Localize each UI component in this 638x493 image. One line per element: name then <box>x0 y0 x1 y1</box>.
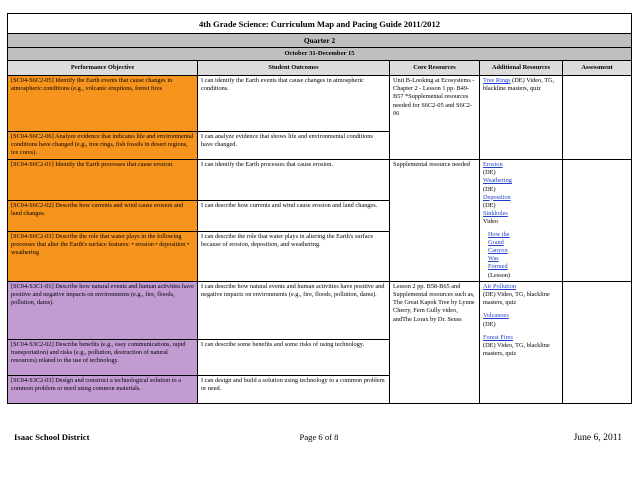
core-resource-cell: Supplemental resource needed <box>390 160 480 282</box>
objective-cell: [SC04-S6C2-03] Describe the role that water plays in the following processes that alter the Earth's surface features: • erosion • deposition • weathering <box>8 231 198 281</box>
additional-resource-cell <box>480 160 563 282</box>
objective-cell: [SC04-S3C2-03] Design and construct a technological solution to a common problem or need using common materials. <box>8 375 198 403</box>
erosion-link[interactable]: Erosion <box>483 161 503 168</box>
page-footer <box>0 432 638 446</box>
core-resource-cell: Unit B-Looking at Ecosystems - Chapter 2 - Lesson 1 pp. B49-B57 *Supplemental resources needed for S6C2-05 and S6C2-06 <box>390 76 480 160</box>
resource-text: (DE) <box>483 320 496 328</box>
forest-fires-link[interactable]: Forest Fires <box>483 333 513 341</box>
quarter-label: Quarter 2 <box>8 34 632 48</box>
outcome-cell: I can describe some benefits and some risks of using technology. <box>198 339 390 375</box>
resource-text: Video <box>483 218 499 226</box>
resource-text: (DE) Video, TG, blackline masters, quiz <box>483 342 550 358</box>
sinkholes-link[interactable]: Sinkholes <box>483 210 508 218</box>
additional-resource-cell <box>480 76 563 160</box>
header-objective: Performance Objective <box>8 61 198 76</box>
objective-cell: [SC04-S6C2-02] Describe how currents and wind cause erosion and land changes. <box>8 200 198 231</box>
footer-date: June 6, 2011 <box>573 432 622 443</box>
document-title: 4th Grade Science: Curriculum Map and Pacing Guide 2011/2012 <box>8 14 632 34</box>
grand-canyon-link-line[interactable]: Grand <box>488 238 504 246</box>
objective-cell: [SC04-S6C2-06] Analyze evidence that indicates life and environmental conditions have changed (e.g., tree rings, fish fossils in desert regions, ice cores). <box>8 132 198 160</box>
date-range: October 31-December 15 <box>8 48 632 61</box>
additional-resource-cell <box>480 281 563 403</box>
objective-cell: [SC04-S3C1-01] Describe how natural events and human activities have positive and negative impacts on environments (e.g., fire, floods, pollution, dams). <box>8 281 198 339</box>
resource-text: (DE) <box>483 169 496 177</box>
outcome-cell: I can identify the Earth processes that cause erosion. <box>198 160 390 201</box>
outcome-cell: I can analyze evidence that shows life and environmental conditions have changed. <box>198 132 390 160</box>
assessment-cell <box>563 76 632 160</box>
resource-text: (DE) <box>483 185 496 193</box>
district-name: Isaac School District <box>14 432 90 442</box>
outcome-cell: I can describe how natural events and human activities have positive and negative impacts on environments (e.g., fire, floods, pollution, dams). <box>198 281 390 339</box>
outcome-cell: I can design and build a solution using technology to a common problem or need. <box>198 375 390 403</box>
page-number: Page 6 of 8 <box>299 432 339 442</box>
resource-text: (DE) <box>483 202 496 210</box>
lesson-note: (Lesson) <box>488 271 511 279</box>
weathering-link[interactable]: Weathering <box>483 177 512 185</box>
deposition-link[interactable]: Deposition <box>483 193 511 201</box>
header-core: Core Resources <box>390 61 480 76</box>
grand-canyon-link-line[interactable]: Formed <box>488 263 508 271</box>
grand-canyon-link-line[interactable]: Was <box>488 255 499 263</box>
air-pollution-link[interactable]: Air Pollution <box>483 282 517 290</box>
grand-canyon-link-line[interactable]: Canyon <box>488 247 508 255</box>
objective-cell: [SC04-S6C2-01] Identify the Earth processes that cause erosion. <box>8 160 198 201</box>
header-outcomes: Student Outcomes <box>198 61 390 76</box>
outcome-cell: I can identify the Earth events that cause changes in atmospheric conditions. <box>198 76 390 132</box>
resource-text: (DE) Video, TG, blackline masters, quiz <box>483 291 550 307</box>
resource-text: (DE) Video, TG, blackline masters, quiz <box>483 77 555 93</box>
objective-cell: [SC04-S3C2-02] Describe benefits (e.g., easy communications, rapid transportation) and risks (e.g., pollution, destruction of natural resources) related to the use of technology. <box>8 339 198 375</box>
assessment-cell <box>563 281 632 403</box>
header-additional: Additional Resources <box>480 61 563 76</box>
core-resource-cell: Lesson 2 pp. B58-B65 and Supplemental resources such as, The Great Kapok Tree by Lynne Cherry, Fern Gully video, andThe Lorax by Dr. Seuss <box>390 281 480 403</box>
header-assessment: Assessment <box>563 61 632 76</box>
volcanoes-link[interactable]: Volcanoes <box>483 312 509 320</box>
grand-canyon-link-line[interactable]: How the <box>488 230 510 238</box>
tree-rings-link[interactable]: Tree Rings <box>483 77 511 84</box>
assessment-cell <box>563 160 632 282</box>
objective-cell: [SC04-S6C2-05] Identify the Earth events that cause changes in atmospheric conditions (e.g., volcanic eruptions, forest fires <box>8 76 198 132</box>
curriculum-table <box>7 13 632 404</box>
outcome-cell: I can describe how currents and wind cause erosion and land changes. <box>198 200 390 231</box>
outcome-cell: I can describe the role that water plays in altering the Earth's surface because of erosion, deposition, and weathering. <box>198 231 390 281</box>
